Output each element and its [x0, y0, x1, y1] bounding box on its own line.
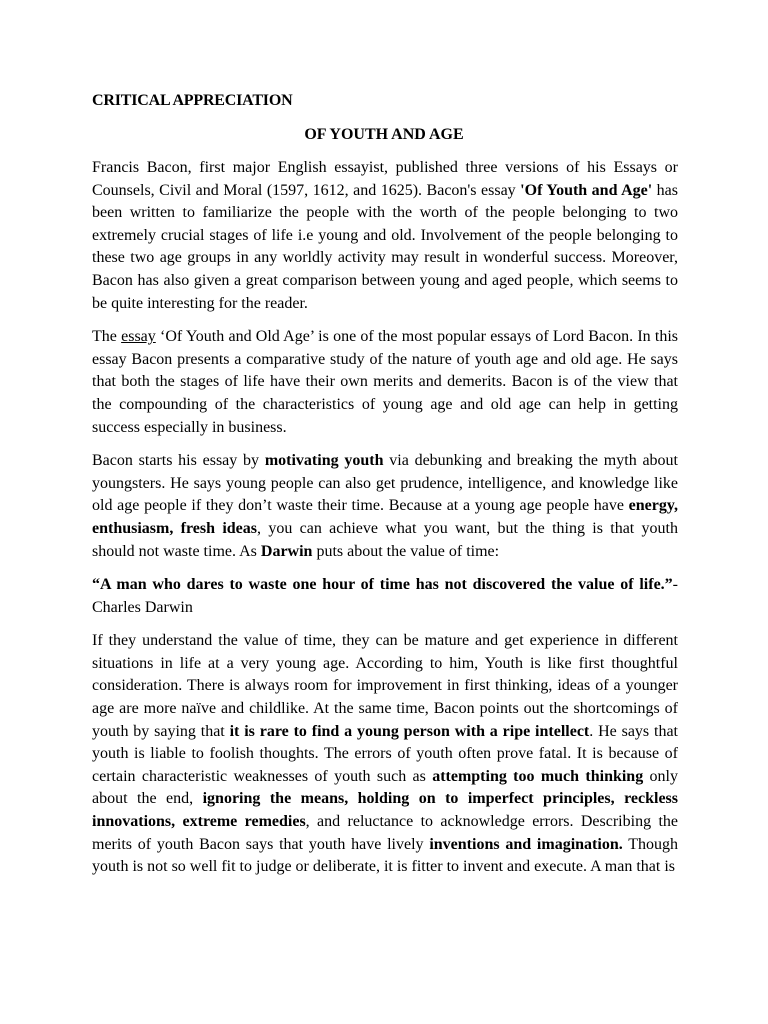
emphasis-text: ignoring the means, holding on to imperfect principles, reckless innovations, extreme remedies — [92, 790, 678, 831]
emphasis-text: 'Of Youth and Age' — [520, 181, 653, 199]
emphasis-text: inventions and imagination. — [429, 835, 623, 853]
text-run: via debunking and breaking the myth about youngsters. He says young people can also get prudence, intelligence, and knowledge like old age people if they don’t waste their time. Because at a young age people have — [92, 452, 678, 515]
emphasis-text: Darwin — [260, 542, 313, 560]
text-run: , and reluctance to acknowledge errors. Describing the merits of youth Bacon says that youth have lively — [92, 813, 678, 853]
text-run: If they understand the value of time, they can be mature and get experience in different situations in life at a very young age. According to him, Youth is like first thoughtful consideration. There is always room for improvement in first thinking, ideas of a younger age are more naïve and childlike. At the same time, Bacon points out the shortcomings of youth by saying that — [92, 632, 678, 740]
document-body — [92, 157, 678, 890]
paragraph — [92, 450, 678, 563]
section-heading: CRITICAL APPRECIATION — [92, 92, 293, 109]
emphasis-text: attempting too much thinking — [432, 767, 644, 785]
paragraph — [92, 157, 678, 315]
underlined-text: essay — [121, 328, 156, 346]
paragraph — [92, 326, 678, 439]
emphasis-text: it is rare to find a young person with a ripe intellect — [229, 722, 590, 740]
text-run: The — [92, 328, 122, 346]
paragraph — [92, 630, 678, 879]
emphasis-text: motivating youth — [264, 452, 384, 470]
text-run: - Charles Darwin — [92, 576, 678, 616]
text-run: only about the end, — [92, 767, 678, 808]
emphasis-text: energy, enthusiasm, fresh ideas — [92, 497, 678, 537]
emphasis-text: “A man who dares to waste one hour of time has not discovered the value of life.” — [92, 576, 673, 594]
darwin-quote — [92, 574, 678, 619]
text-run: , you can achieve what you want, but the thing is that youth should not waste time. As — [92, 519, 679, 560]
text-run: has been written to familiarize the people with the worth of the people belonging to two extremely crucial stages of life i.e young and old. Involvement of the people belonging to these two age groups in any worldly activity may result in wonderful success. Moreover, Bacon has also given a great comparison between young and aged people, which seems to be quite interesting for the reader. — [92, 181, 679, 312]
text-run: ‘Of Youth and Old Age’ is one of the most popular essays of Lord Bacon. In this essay Bacon presents a comparative study of the nature of youth age and old age. He says that both the stages of life have their own merits and demerits. Bacon is of the view that the compounding of the characteristics of young age and old age can help in getting success especially in business. — [92, 328, 678, 436]
text-run: Bacon starts his essay by — [92, 452, 265, 470]
essay-title: OF YOUTH AND AGE — [304, 126, 464, 143]
text-run: Though youth is not so well fit to judge or deliberate, it is fitter to invent and execute. A man that is — [92, 835, 679, 876]
text-run: . He says that youth is liable to foolish thoughts. The errors of youth often prove fatal. It is because of certain characteristic weaknesses of youth such as — [92, 722, 678, 785]
text-run: Francis Bacon, first major English essayist, published three versions of his Essays or Counsels, Civil and Moral (1597, 1612, and 1625). Bacon's essay — [92, 159, 678, 199]
text-run: puts about the value of time: — [312, 542, 500, 560]
